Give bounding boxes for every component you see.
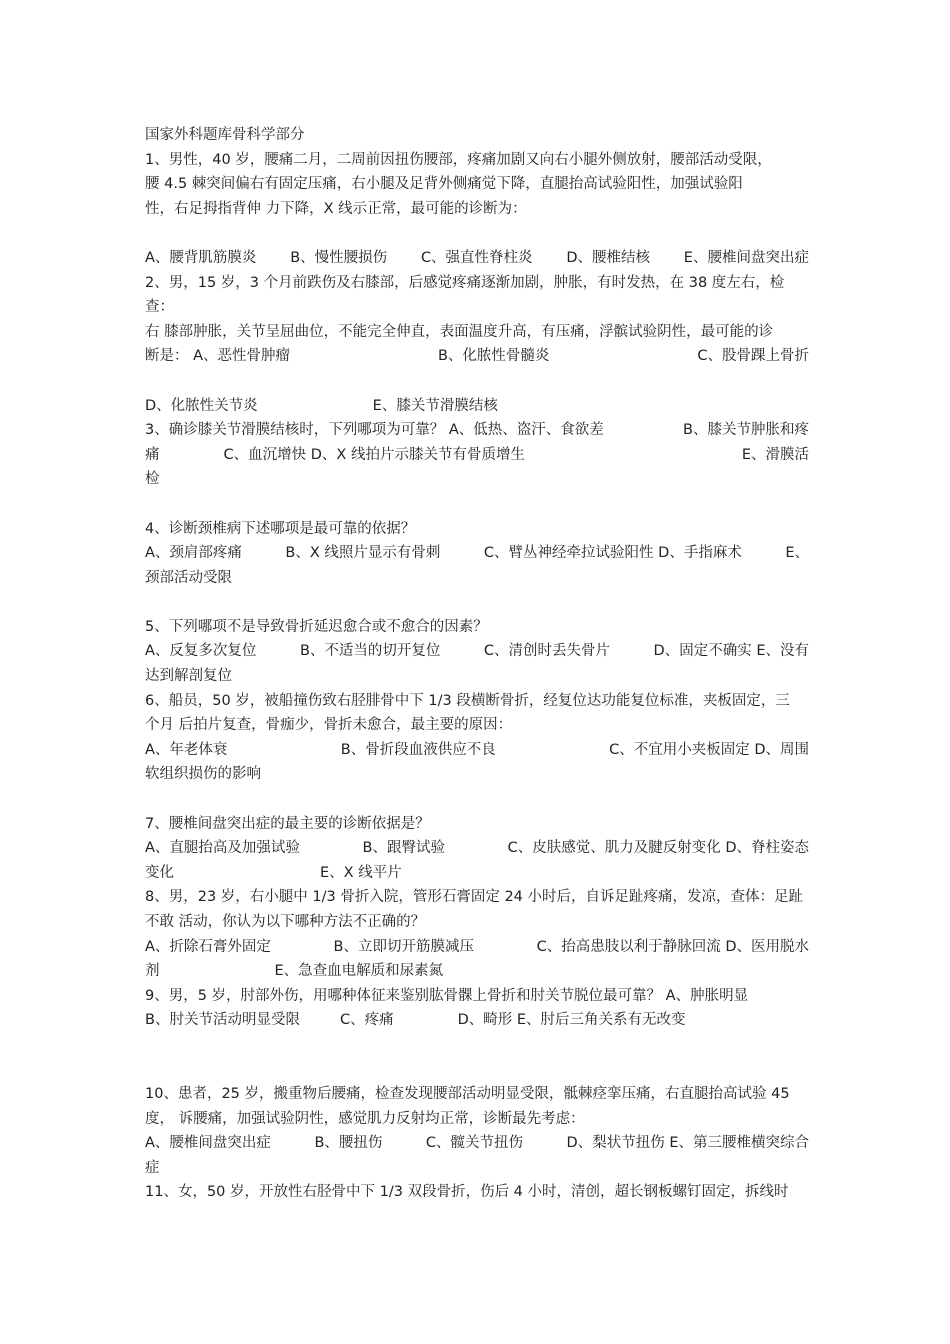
question-7-options xyxy=(145,836,809,861)
question-10-line-2: 度， 诉腰痛，加强试验阴性，感觉肌力反射均正常，诊断最先考虑： xyxy=(145,1110,585,1127)
question-4-line-3: 颈部活动受限 xyxy=(145,569,232,586)
question-2-line-4 xyxy=(145,394,809,419)
q6-option-b: B、骨折段血液供应不良 xyxy=(340,741,496,758)
q7-option-d-cont: 变化 xyxy=(145,864,174,881)
q3-option-b-cont: 痛 C、血沉增快 D、X 线拍片示膝关节有骨质增生 xyxy=(145,446,525,463)
question-10-line-4: 症 xyxy=(145,1159,160,1176)
q4-option-a: A、颈肩部疼痛 xyxy=(145,545,242,562)
q4-option-b: B、X 线照片显示有骨刺 xyxy=(285,545,441,562)
q4-option-e: E、 xyxy=(785,545,809,562)
question-4-options xyxy=(145,541,809,566)
q8-option-d-cont: 剂 xyxy=(145,963,160,980)
question-1-line-1: 1、男性，40 岁，腰痛二月，二周前因扭伤腰部，疼痛加剧又向右小腿外侧放射，腰部活动受限， xyxy=(145,151,772,168)
q10-option-c: C、髋关节扭伤 xyxy=(425,1135,524,1152)
q2-option-e: E、膝关节滑膜结核 xyxy=(372,397,498,414)
q4-option-c-d: C、臂丛神经牵拉试验阳性 D、手指麻术 xyxy=(483,545,742,562)
question-1-line-2: 腰 4.5 棘突间偏右有固定压痛，右小腿及足背外侧痛觉下降，直腿抬高试验阳性，加强试验阳 xyxy=(145,176,743,193)
q8-option-a: A、折除石膏外固定 xyxy=(145,938,271,955)
q3-option-c-d: C、血沉增快 D、X 线拍片示膝关节有骨质增生 xyxy=(223,446,525,463)
question-2-line-3 xyxy=(145,344,809,369)
question-7-line-3 xyxy=(145,861,809,886)
q7-option-c-d: C、皮肤感觉、肌力及腱反射变化 D、脊柱姿态 xyxy=(507,840,809,857)
question-11-line-1: 11、女，50 岁，开放性右胫骨中下 1/3 双段骨折，伤后 4 小时，清创，超长钢板螺钉固定，拆线时 xyxy=(145,1184,789,1201)
question-8-line-4 xyxy=(145,959,809,984)
question-9-line-1: 9、男，5 岁，肘部外伤，用哪种体征来鉴别肱骨髁上骨折和肘关节脱位最可靠？ A、肿胀明显 xyxy=(145,987,749,1004)
question-2-line-2: 右 膝部肿胀，关节呈屈曲位，不能完全伸直，表面温度升高，有压痛，浮髌试验阴性，最可能的诊 xyxy=(145,323,774,340)
q7-option-e: E、X 线平片 xyxy=(320,864,402,881)
question-3-line-1 xyxy=(145,418,809,443)
question-1-options xyxy=(145,246,809,271)
question-10-line-1: 10、患者，25 岁，搬重物后腰痛，检查发现腰部活动明显受限，骶棘痉挛压痛，右直腿抬高试验 45 xyxy=(145,1085,790,1102)
q9-option-c: C、疼痛 xyxy=(339,1012,394,1029)
question-9-options xyxy=(145,1008,809,1033)
q8-option-e: E、急查血电解质和尿素氮 xyxy=(274,963,444,980)
question-6-line-2: 个月 后拍片复查，骨痂少，骨折未愈合，最主要的原因： xyxy=(145,717,513,734)
question-2-line-1: 2、男，15 岁，3 个月前跌伤及右膝部，后感觉疼痛逐渐加剧，肿胀，有时发热，在 38 度左右，检查： xyxy=(145,274,785,316)
question-3-line-3: 检 xyxy=(145,471,160,488)
question-4-stem: 4、诊断颈椎病下述哪项是最可靠的依据？ xyxy=(145,520,416,537)
q2-option-b: B、化脓性骨髓炎 xyxy=(437,348,550,365)
question-7-stem: 7、腰椎间盘突出症的最主要的诊断依据是？ xyxy=(145,815,430,832)
q8-option-c-d: C、抬高患肢以利于静脉回流 D、医用脱水 xyxy=(536,938,809,955)
q10-option-b: B、腰扭伤 xyxy=(314,1135,383,1152)
q3-option-e: E、滑膜活 xyxy=(741,446,809,463)
question-8-line-2: 不敢 活动，你认为以下哪种方法不正确的？ xyxy=(145,914,426,930)
q1-option-c: C、强直性脊柱炎 xyxy=(420,249,533,266)
question-1-line-3: 性，右足拇指背伸 力下降，X 线示正常，最可能的诊断为： xyxy=(145,200,527,217)
question-6-line-1: 6、船员，50 岁，被船撞伤致右胫腓骨中下 1/3 段横断骨折，经复位达功能复位标准，夹板固定，三 xyxy=(145,692,790,709)
q2-option-c: C、股骨踝上骨折 xyxy=(697,348,809,365)
question-6-options xyxy=(145,738,809,763)
q10-option-d-e: D、梨状节扭伤 E、第三腰椎横突综合 xyxy=(566,1135,809,1152)
q5-option-b: B、不适当的切开复位 xyxy=(299,643,441,660)
question-8-options xyxy=(145,935,809,960)
q2-option-a: 断是： A、恶性骨肿瘤 xyxy=(145,348,291,365)
question-5-options xyxy=(145,639,809,664)
q6-option-a: A、年老体衰 xyxy=(145,741,228,758)
q5-option-d-e: D、固定不确实 E、没有 xyxy=(653,643,809,660)
q9-option-d-e: D、畸形 E、肘后三角关系有无改变 xyxy=(457,1012,686,1029)
q7-option-a: A、直腿抬高及加强试验 xyxy=(145,840,300,857)
q3-stem-option-a: 3、确诊膝关节滑膜结核时，下列哪项为可靠？ A、低热、盗汗、食欲差 xyxy=(145,422,604,439)
question-6-line-4: 软组织损伤的影响 xyxy=(145,766,261,783)
q1-option-b: B、慢性腰损伤 xyxy=(290,249,388,266)
question-5-stem: 5、下列哪项不是导致骨折延迟愈合或不愈合的因素？ xyxy=(145,618,488,635)
question-10-options xyxy=(145,1131,809,1156)
q5-option-c: C、清创时丢失骨片 xyxy=(483,643,611,660)
q2-option-d: D、化脓性关节炎 xyxy=(145,397,258,414)
q5-option-a: A、反复多次复位 xyxy=(145,643,257,660)
q9-option-b: B、肘关节活动明显受限 xyxy=(145,1012,300,1029)
q3-option-b: B、膝关节肿胀和疼 xyxy=(683,422,809,439)
text-column xyxy=(145,123,809,1205)
question-5-line-3: 达到解剖复位 xyxy=(145,668,232,685)
document-title: 国家外科题库骨科学部分 xyxy=(145,127,305,143)
q8-option-b: B、立即切开筋膜减压 xyxy=(333,938,474,955)
q1-option-a: A、腰背肌筋膜炎 xyxy=(145,249,257,266)
q1-option-d: D、腰椎结核 xyxy=(566,249,651,266)
question-3-line-2 xyxy=(145,443,809,468)
q1-option-e: E、腰椎间盘突出症 xyxy=(683,249,809,266)
q7-option-b: B、跟臀试验 xyxy=(362,840,445,857)
question-8-line-1: 8、男，23 岁，右小腿中 1/3 骨折入院，管形石膏固定 24 小时后，自诉足趾疼痛，发凉，查体：足趾 xyxy=(145,889,804,906)
q10-option-a: A、腰椎间盘突出症 xyxy=(145,1135,271,1152)
q6-option-c-d: C、不宜用小夹板固定 D、周围 xyxy=(609,741,809,758)
